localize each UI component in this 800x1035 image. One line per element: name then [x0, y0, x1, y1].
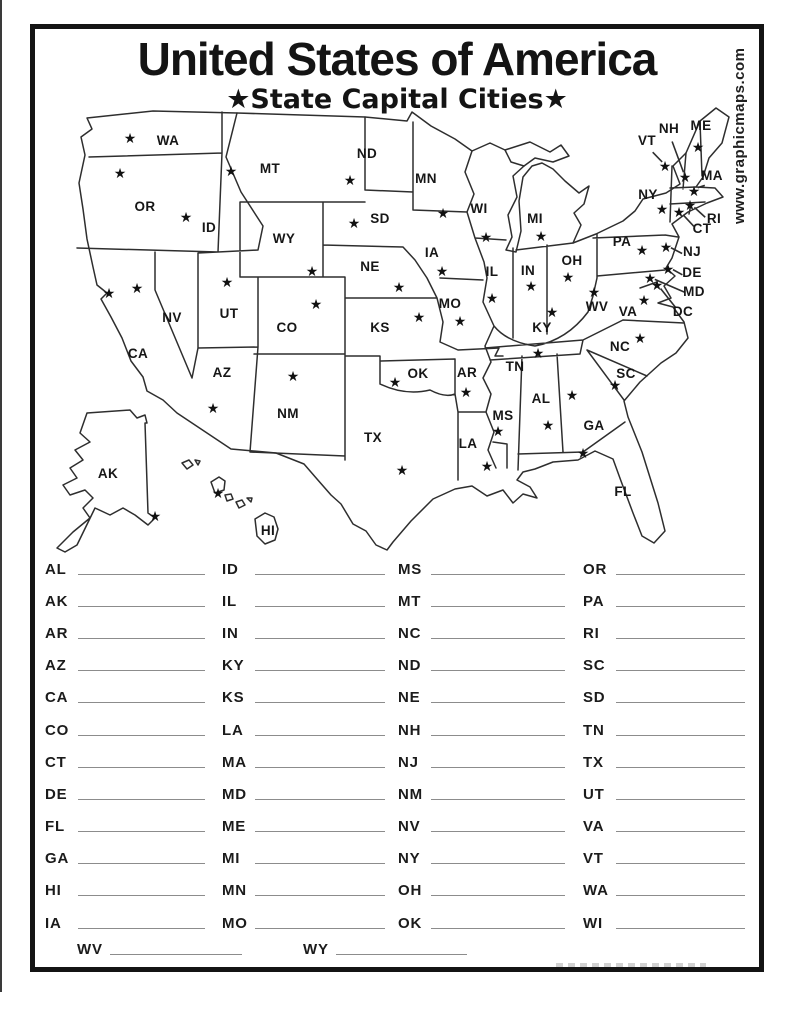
state-abbr-label: UT: [583, 785, 605, 803]
state-label-ky: KY: [532, 320, 552, 335]
answer-blank-line: [616, 928, 745, 929]
state-blank-row-wi: [583, 907, 745, 939]
state-abbr-label: MD: [222, 785, 247, 803]
capital-star-wi: ★: [479, 230, 493, 246]
capital-star-ar: ★: [459, 385, 473, 401]
state-label-nm: NM: [277, 406, 299, 421]
state-abbr-label: CA: [45, 689, 69, 707]
state-blank-row-md: [222, 778, 385, 810]
state-abbr-label: WA: [583, 882, 609, 900]
state-abbr-label: VA: [583, 818, 605, 836]
state-abbr-label: TN: [583, 721, 605, 739]
state-blank-row-or: [583, 553, 745, 585]
state-label-al: AL: [531, 391, 551, 406]
worksheet-column-1: [45, 553, 205, 939]
answer-blank-line: [431, 574, 565, 575]
capital-star-nm: ★: [286, 369, 300, 385]
state-blank-row-ut: [583, 778, 745, 810]
state-label-ct: CT: [692, 221, 712, 236]
capital-star-ms: ★: [491, 424, 505, 440]
state-abbr-label: OR: [583, 560, 608, 578]
capital-star-tx: ★: [395, 463, 409, 479]
state-blank-row-ca: [45, 682, 205, 714]
capital-star-il: ★: [485, 291, 499, 307]
state-blank-row-nc: [398, 617, 565, 649]
answer-blank-line: [78, 831, 205, 832]
capital-star-ia: ★: [435, 264, 449, 280]
answer-blank-line: [431, 928, 565, 929]
state-label-il: IL: [485, 264, 499, 279]
state-label-wy: WY: [272, 231, 296, 246]
answer-blank-line: [255, 574, 385, 575]
state-blank-row-la: [222, 714, 385, 746]
state-blank-row-mt: [398, 585, 565, 617]
state-blank-row-ak: [45, 585, 205, 617]
capital-star-wv: ★: [587, 285, 601, 301]
capital-star-nc: ★: [633, 331, 647, 347]
state-label-nc: NC: [609, 339, 631, 354]
capital-star-ut: ★: [220, 275, 234, 291]
state-abbr-label: GA: [45, 850, 70, 868]
state-label-ok: OK: [407, 366, 429, 381]
answer-blank-line: [616, 638, 745, 639]
answer-blank-line: [78, 928, 205, 929]
capital-star-ga: ★: [565, 388, 579, 404]
state-label-pa: PA: [612, 234, 632, 249]
page-subtitle: ★State Capital Cities★: [226, 84, 568, 115]
state-blank-row-ks: [222, 682, 385, 714]
state-abbr-label: FL: [45, 818, 65, 836]
state-abbr-label: AR: [45, 624, 69, 642]
state-blank-row-nd: [398, 650, 565, 682]
state-blank-row-mo: [222, 907, 385, 939]
answer-blank-line: [616, 767, 745, 768]
state-label-ar: AR: [456, 365, 478, 380]
state-label-oh: OH: [561, 253, 583, 268]
answer-blank-line: [78, 574, 205, 575]
capital-star-pa: ★: [635, 243, 649, 259]
state-blank-row-ky: [222, 650, 385, 682]
capital-star-sc: ★: [608, 378, 622, 394]
state-blank-row-nm: [398, 778, 565, 810]
capital-star-vt: ★: [658, 159, 672, 175]
state-abbr-label: AZ: [45, 657, 67, 675]
capital-star-tn: ★: [531, 346, 545, 362]
answer-blank-line: [431, 735, 565, 736]
state-abbr-label: MS: [398, 560, 423, 578]
state-blank-row-al: [45, 553, 205, 585]
state-abbr-label: WY: [303, 940, 329, 958]
state-blank-row-hi: [45, 875, 205, 907]
answer-blank-line: [78, 702, 205, 703]
state-blank-row-wa: [583, 875, 745, 907]
state-label-ny: NY: [638, 187, 658, 202]
state-blank-row-tx: [583, 746, 745, 778]
us-map: [35, 100, 735, 555]
answer-blank-line: [255, 735, 385, 736]
state-label-hi: HI: [260, 523, 276, 538]
state-label-ca: CA: [127, 346, 149, 361]
state-label-md: MD: [683, 284, 705, 299]
state-label-ut: UT: [219, 306, 239, 321]
answer-blank-line: [616, 574, 745, 575]
answer-blank-line: [255, 799, 385, 800]
state-abbr-label: MN: [222, 882, 247, 900]
answer-blank-line: [78, 670, 205, 671]
state-label-id: ID: [201, 220, 217, 235]
capital-star-md: ★: [643, 271, 657, 287]
answer-blank-line: [255, 928, 385, 929]
answer-blank-line: [431, 799, 565, 800]
answer-blank-line: [110, 954, 242, 955]
state-blank-row-ar: [45, 617, 205, 649]
state-label-wv: WV: [585, 299, 609, 314]
state-abbr-label: PA: [583, 592, 605, 610]
answer-blank-line: [616, 702, 745, 703]
capital-star-az: ★: [206, 401, 220, 417]
state-label-nh: NH: [658, 121, 680, 136]
state-label-ks: KS: [370, 320, 390, 335]
state-blank-row-il: [222, 585, 385, 617]
capital-star-wa: ★: [123, 131, 137, 147]
state-abbr-label: NE: [398, 689, 421, 707]
answer-blank-line: [431, 895, 565, 896]
state-blank-row-wv: [77, 936, 242, 962]
capital-star-nd: ★: [343, 173, 357, 189]
capital-star-wy: ★: [305, 264, 319, 280]
answer-blank-line: [255, 670, 385, 671]
state-label-vt: VT: [637, 133, 657, 148]
state-label-mn: MN: [415, 171, 437, 186]
worksheet-column-4: [583, 553, 745, 939]
state-abbr-label: IL: [222, 592, 237, 610]
answer-blank-line: [78, 799, 205, 800]
state-label-wi: WI: [470, 201, 488, 216]
us-map-svg: [35, 100, 735, 555]
state-abbr-label: WV: [77, 940, 103, 958]
state-label-nv: NV: [162, 310, 182, 325]
state-label-mi: MI: [527, 211, 543, 226]
answer-blank-line: [431, 863, 565, 864]
state-label-dc: DC: [672, 304, 694, 319]
state-label-de: DE: [682, 265, 702, 280]
state-blank-row-ct: [45, 746, 205, 778]
state-abbr-label: KS: [222, 689, 245, 707]
state-abbr-label: NY: [398, 850, 421, 868]
state-blank-row-nj: [398, 746, 565, 778]
capital-star-dc: ★: [650, 278, 664, 294]
capital-star-hi: ★: [211, 486, 225, 502]
answer-blank-line: [431, 606, 565, 607]
state-blank-row-pa: [583, 585, 745, 617]
state-blank-row-wy: [303, 936, 467, 962]
answer-blank-line: [616, 863, 745, 864]
state-abbr-label: NJ: [398, 753, 419, 771]
state-blank-row-ms: [398, 553, 565, 585]
answer-blank-line: [78, 767, 205, 768]
capital-star-ct: ★: [672, 205, 686, 221]
capital-star-sd: ★: [347, 216, 361, 232]
state-label-tn: TN: [505, 359, 525, 374]
state-abbr-label: OH: [398, 882, 423, 900]
state-label-ia: IA: [424, 245, 440, 260]
state-blank-row-fl: [45, 811, 205, 843]
state-blank-row-sd: [583, 682, 745, 714]
alaska-shape: [57, 410, 155, 552]
state-label-ma: MA: [701, 168, 723, 183]
answer-blank-line: [255, 831, 385, 832]
state-abbr-label: AL: [45, 560, 67, 578]
state-blank-row-ok: [398, 907, 565, 939]
state-abbr-label: VT: [583, 850, 604, 868]
state-abbr-label: OK: [398, 914, 423, 932]
state-abbr-label: ID: [222, 560, 239, 578]
capital-star-fl: ★: [576, 446, 590, 462]
capital-star-ne: ★: [392, 280, 406, 296]
worksheet-column-2: [222, 553, 385, 939]
state-abbr-label: SC: [583, 657, 606, 675]
state-abbr-label: NH: [398, 721, 422, 739]
state-blank-row-ia: [45, 907, 205, 939]
answer-blank-line: [78, 638, 205, 639]
capital-star-ok: ★: [388, 375, 402, 391]
state-label-va: VA: [618, 304, 638, 319]
capital-star-de: ★: [661, 262, 675, 278]
state-blank-row-id: [222, 553, 385, 585]
state-blank-row-ri: [583, 617, 745, 649]
answer-blank-line: [255, 638, 385, 639]
state-abbr-label: MI: [222, 850, 241, 868]
capital-star-me: ★: [691, 140, 705, 156]
state-label-mt: MT: [259, 161, 281, 176]
answer-blank-line: [431, 831, 565, 832]
capital-star-nh: ★: [678, 170, 692, 186]
state-blank-row-me: [222, 811, 385, 843]
state-abbr-label: NC: [398, 624, 422, 642]
state-blank-row-sc: [583, 650, 745, 682]
state-blank-row-de: [45, 778, 205, 810]
answer-blank-line: [616, 670, 745, 671]
answer-blank-line: [431, 638, 565, 639]
state-blank-row-nh: [398, 714, 565, 746]
capital-star-la: ★: [480, 459, 494, 475]
answer-blank-line: [616, 799, 745, 800]
capital-star-mo: ★: [453, 314, 467, 330]
state-label-ne: NE: [360, 259, 380, 274]
state-blank-row-co: [45, 714, 205, 746]
state-abbr-label: NV: [398, 818, 421, 836]
state-label-nd: ND: [356, 146, 378, 161]
state-label-sd: SD: [370, 211, 390, 226]
state-abbr-label: ND: [398, 657, 422, 675]
state-label-az: AZ: [212, 365, 232, 380]
state-abbr-label: TX: [583, 753, 604, 771]
state-abbr-label: WI: [583, 914, 603, 932]
state-abbr-label: MO: [222, 914, 248, 932]
state-blank-row-ga: [45, 843, 205, 875]
answer-blank-line: [255, 767, 385, 768]
state-label-wa: WA: [156, 133, 180, 148]
state-label-co: CO: [276, 320, 298, 335]
answer-blank-line: [616, 735, 745, 736]
state-abbr-label: CT: [45, 753, 67, 771]
state-blank-row-ny: [398, 843, 565, 875]
answer-blank-line: [255, 702, 385, 703]
capital-star-or: ★: [113, 166, 127, 182]
state-label-in: IN: [520, 263, 536, 278]
capital-star-nj: ★: [659, 240, 673, 256]
state-abbr-label: DE: [45, 785, 68, 803]
state-label-ms: MS: [492, 408, 514, 423]
answer-blank-line: [255, 863, 385, 864]
state-abbr-label: NM: [398, 785, 423, 803]
state-label-fl: FL: [614, 484, 632, 499]
state-label-la: LA: [458, 436, 478, 451]
capital-star-co: ★: [309, 297, 323, 313]
state-blank-row-az: [45, 650, 205, 682]
state-blank-row-mi: [222, 843, 385, 875]
answer-blank-line: [431, 702, 565, 703]
state-label-or: OR: [134, 199, 156, 214]
capital-star-in: ★: [524, 279, 538, 295]
state-blank-row-va: [583, 811, 745, 843]
capital-star-ma: ★: [687, 184, 701, 200]
capital-star-id: ★: [179, 210, 193, 226]
state-blank-row-tn: [583, 714, 745, 746]
worksheet-column-3: [398, 553, 565, 939]
state-label-ak: AK: [97, 466, 119, 481]
state-abbr-label: ME: [222, 818, 247, 836]
state-label-nj: NJ: [682, 244, 702, 259]
capital-star-nv: ★: [130, 281, 144, 297]
state-label-me: ME: [690, 118, 712, 133]
answer-blank-line: [78, 863, 205, 864]
state-blank-row-vt: [583, 843, 745, 875]
answer-blank-line: [78, 895, 205, 896]
capital-star-ri: ★: [683, 198, 697, 214]
capital-star-ny: ★: [655, 202, 669, 218]
scan-edge-artifact: [0, 0, 2, 992]
capital-star-va: ★: [637, 293, 651, 309]
state-abbr-label: CO: [45, 721, 70, 739]
answer-blank-line: [431, 767, 565, 768]
state-label-sc: SC: [616, 366, 636, 381]
capital-star-ks: ★: [412, 310, 426, 326]
state-abbr-label: KY: [222, 657, 245, 675]
state-abbr-label: RI: [583, 624, 600, 642]
state-blank-row-nv: [398, 811, 565, 843]
state-abbr-label: MA: [222, 753, 247, 771]
capital-star-mt: ★: [224, 164, 238, 180]
state-abbr-label: MT: [398, 592, 422, 610]
leader-line-de: [673, 270, 682, 275]
capital-star-ky: ★: [545, 305, 559, 321]
capital-star-ca: ★: [102, 286, 116, 302]
state-blank-row-mn: [222, 875, 385, 907]
answer-blank-line: [255, 606, 385, 607]
state-abbr-label: IN: [222, 624, 239, 642]
capital-star-ak: ★: [148, 509, 162, 525]
answer-blank-line: [255, 895, 385, 896]
website-watermark: www.graphicmaps.com: [731, 47, 748, 224]
state-blank-row-ma: [222, 746, 385, 778]
answer-blank-line: [78, 735, 205, 736]
page-title: United States of America: [137, 33, 657, 85]
state-label-ga: GA: [583, 418, 605, 433]
capital-star-mn: ★: [436, 206, 450, 222]
answer-blank-line: [616, 606, 745, 607]
answer-blank-line: [78, 606, 205, 607]
faint-cutoff-watermark: [556, 963, 706, 967]
capital-star-oh: ★: [561, 270, 575, 286]
state-label-tx: TX: [363, 430, 383, 445]
state-blank-row-oh: [398, 875, 565, 907]
answer-blank-line: [431, 670, 565, 671]
state-abbr-label: LA: [222, 721, 244, 739]
state-label-ri: RI: [706, 211, 722, 226]
answer-blank-line: [336, 954, 467, 955]
answer-blank-line: [616, 831, 745, 832]
capital-star-mi: ★: [534, 229, 548, 245]
state-abbr-label: SD: [583, 689, 606, 707]
state-abbr-label: HI: [45, 882, 62, 900]
answer-blank-line: [616, 895, 745, 896]
capital-star-al: ★: [541, 418, 555, 434]
state-blank-row-in: [222, 617, 385, 649]
state-label-mo: MO: [438, 296, 462, 311]
state-abbr-label: IA: [45, 914, 62, 932]
state-abbr-label: AK: [45, 592, 69, 610]
state-blank-row-ne: [398, 682, 565, 714]
